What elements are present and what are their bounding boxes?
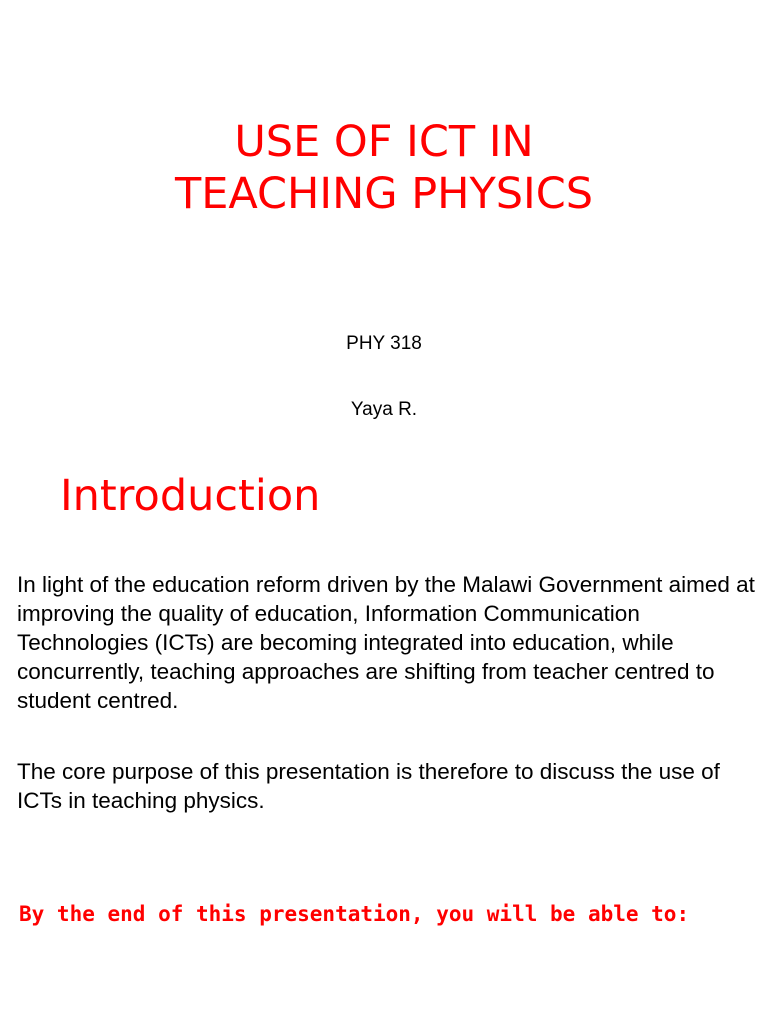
- introduction-heading: Introduction: [60, 471, 321, 521]
- intro-paragraph-1: In light of the education reform driven by the Malawi Government aimed at improving the quality of education, Information Communication Technologies (ICTs) are becoming integrated into education, while concurrently, teaching approaches are shifting from teacher centred to student centred.: [17, 572, 755, 713]
- title-line-1: USE OF ICT IN: [234, 117, 534, 167]
- presentation-title: [0, 116, 768, 220]
- course-code: PHY 318: [346, 333, 422, 354]
- objectives-lead-in: By the end of this presentation, you will be able to:: [19, 902, 690, 926]
- title-line-2: TEACHING PHYSICS: [174, 169, 594, 219]
- intro-paragraph-2: The core purpose of this presentation is therefore to discuss the use of ICTs in teaching physics.: [17, 759, 720, 813]
- author-name: Yaya R.: [350, 399, 418, 420]
